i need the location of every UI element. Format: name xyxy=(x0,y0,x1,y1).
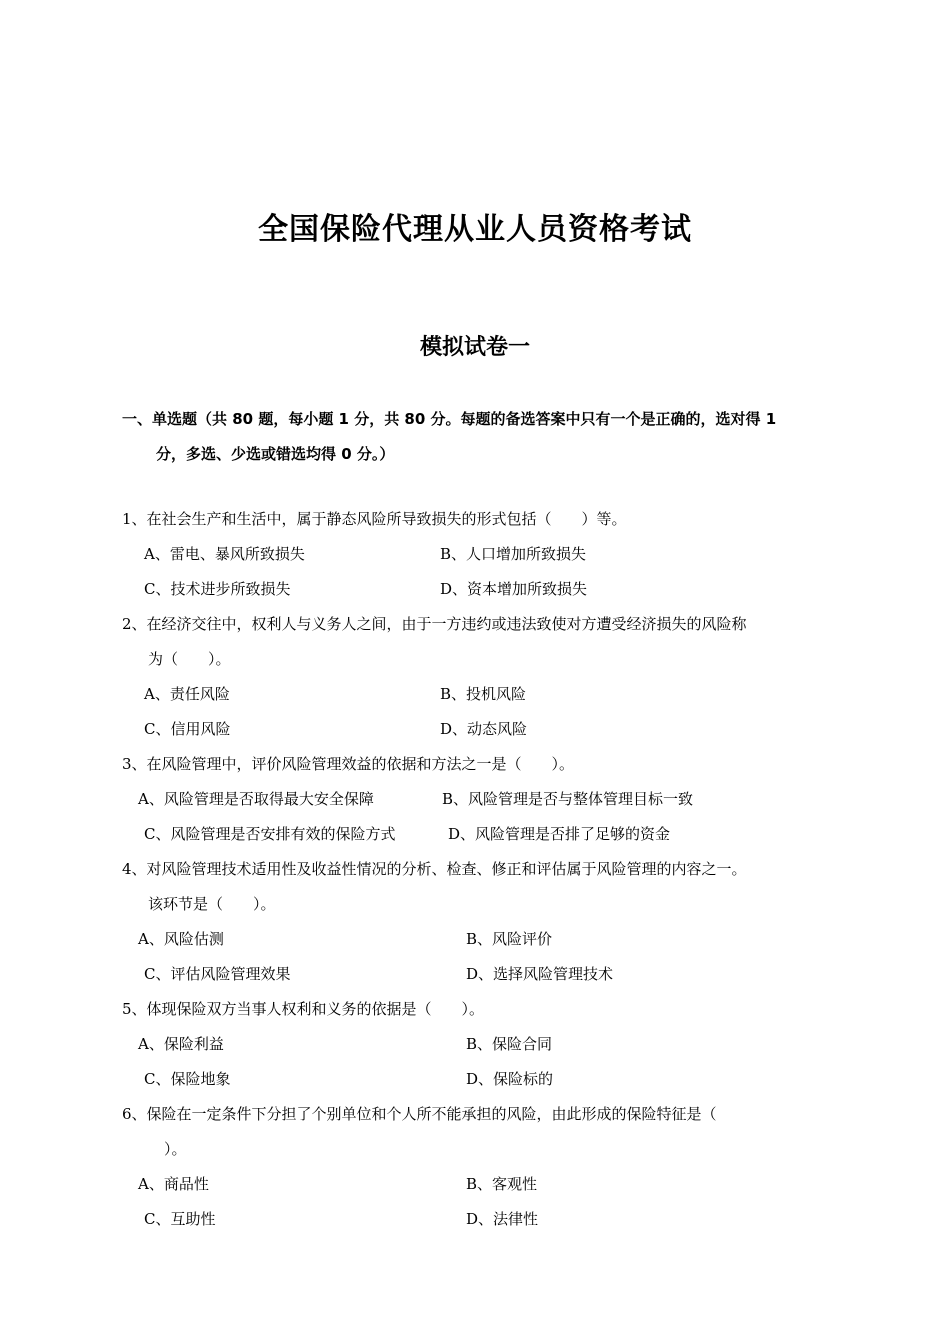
option-a: A、商品性 xyxy=(138,1175,209,1193)
option-d: D、法律性 xyxy=(466,1210,539,1228)
question-stem-continued: 该环节是（ ）。 xyxy=(148,895,276,913)
question-6 xyxy=(122,1100,832,1240)
option-b: B、风险管理是否与整体管理目标一致 xyxy=(442,790,694,808)
option-d: D、资本增加所致损失 xyxy=(440,580,588,598)
question-3 xyxy=(122,750,832,855)
options-row xyxy=(122,575,832,610)
option-c: C、互助性 xyxy=(144,1210,216,1228)
question-stem-continued: ）。 xyxy=(164,1140,187,1158)
options-row xyxy=(122,715,832,750)
option-b: B、风险评价 xyxy=(466,930,553,948)
option-a: A、风险管理是否取得最大安全保障 xyxy=(138,790,374,808)
options-row xyxy=(122,960,832,995)
option-d: D、动态风险 xyxy=(440,720,528,738)
question-stem: 3、在风险管理中，评价风险管理效益的依据和方法之一是（ ）。 xyxy=(122,755,575,773)
question-5 xyxy=(122,995,832,1100)
options-row xyxy=(122,1030,832,1065)
question-stem: 6、保险在一定条件下分担了个别单位和个人所不能承担的风险，由此形成的保险特征是（ xyxy=(122,1105,717,1123)
option-b: B、人口增加所致损失 xyxy=(440,545,587,563)
question-list xyxy=(122,505,832,1240)
option-d: D、保险标的 xyxy=(466,1070,554,1088)
options-row xyxy=(122,540,832,575)
options-row xyxy=(122,680,832,715)
page-title: 全国保险代理从业人员资格考试 xyxy=(258,212,692,247)
option-a: A、风险估测 xyxy=(138,930,224,948)
options-row xyxy=(122,1065,832,1100)
option-c: C、风险管理是否安排有效的保险方式 xyxy=(144,825,396,843)
option-b: B、客观性 xyxy=(466,1175,538,1193)
question-stem: 2、在经济交往中，权利人与义务人之间，由于一方违约或违法致使对方遭受经济损失的风险称 xyxy=(122,615,747,633)
question-stem: 1、在社会生产和生活中，属于静态风险所导致损失的形式包括（ ）等。 xyxy=(122,510,627,528)
question-stem: 4、对风险管理技术适用性及收益性情况的分析、检查、修正和评估属于风险管理的内容之一。 xyxy=(122,860,747,878)
option-c: C、信用风险 xyxy=(144,720,231,738)
option-b: B、投机风险 xyxy=(440,685,527,703)
question-stem-continued: 为（ ）。 xyxy=(148,650,231,668)
question-2 xyxy=(122,610,832,750)
options-row xyxy=(122,1205,832,1240)
question-1 xyxy=(122,505,832,610)
option-c: C、技术进步所致损失 xyxy=(144,580,291,598)
option-c: C、评估风险管理效果 xyxy=(144,965,291,983)
options-row xyxy=(122,820,832,855)
section-heading-line-1: 一、单选题（共 80 题，每小题 1 分，共 80 分。每题的备选答案中只有一个是正确的，选对得 1 xyxy=(122,410,777,428)
question-4 xyxy=(122,855,832,995)
option-a: A、责任风险 xyxy=(144,685,230,703)
section-heading-line-2: 分，多选、少选或错选均得 0 分。） xyxy=(156,445,395,463)
option-a: A、雷电、暴风所致损失 xyxy=(144,545,305,563)
options-row xyxy=(122,1170,832,1205)
option-b: B、保险合同 xyxy=(466,1035,553,1053)
options-row xyxy=(122,925,832,960)
option-d: D、风险管理是否排了足够的资金 xyxy=(448,825,671,843)
section-heading xyxy=(122,402,832,472)
option-c: C、保险地象 xyxy=(144,1070,231,1088)
option-d: D、选择风险管理技术 xyxy=(466,965,614,983)
question-stem: 5、体现保险双方当事人权利和义务的依据是（ ）。 xyxy=(122,1000,485,1018)
page-subtitle: 模拟试卷一 xyxy=(419,335,530,360)
option-a: A、保险利益 xyxy=(138,1035,224,1053)
options-row xyxy=(122,785,832,820)
